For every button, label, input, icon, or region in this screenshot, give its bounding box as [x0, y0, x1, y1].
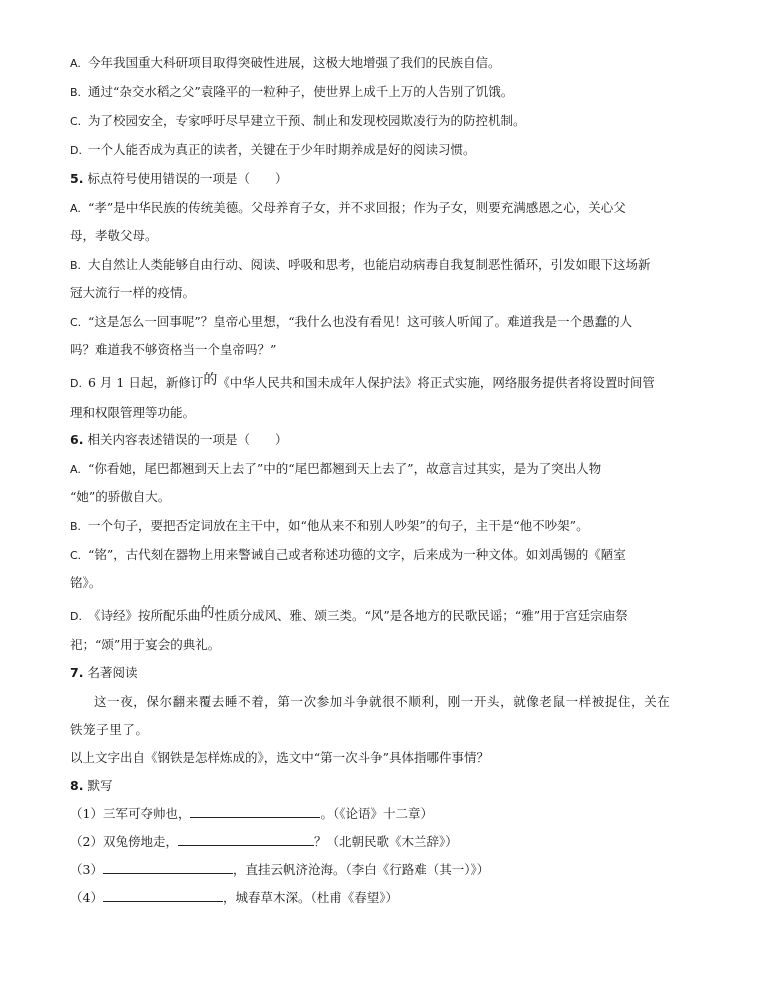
question-8-heading — [70, 777, 710, 794]
q5-option-b — [70, 256, 710, 274]
question-7-heading — [70, 664, 710, 681]
q5-option-a — [70, 199, 710, 217]
q8-item-4 — [70, 889, 710, 906]
option-letter: C. — [70, 115, 82, 128]
q7-passage-line-1: 这一夜，保尔翻来覆去睡不着，第一次参加斗争就很不顺利，刚一开头，就像老鼠一样被捉住，关在 — [94, 694, 671, 709]
q4-option-a — [70, 54, 710, 72]
q6-option-c — [70, 546, 710, 564]
q5-option-d-continued: 理和权限管理等功能。 — [70, 405, 196, 420]
option-text-post: 《中华人民共和国未成年人保护法》将正式实施，网络服务提供者将设置时间管 — [217, 375, 655, 390]
question-number: 5. — [70, 171, 84, 186]
option-letter: B. — [70, 86, 82, 99]
q5-option-c — [70, 313, 710, 331]
answer-blank[interactable] — [178, 833, 314, 846]
exam-page — [70, 54, 710, 905]
question-number: 6. — [70, 432, 84, 447]
q6-option-d — [70, 605, 710, 625]
option-text-pre: 《诗经》按所配乐曲 — [88, 608, 201, 623]
q4-option-d — [70, 141, 710, 159]
answer-blank[interactable] — [103, 889, 223, 902]
q4-option-c — [70, 112, 710, 130]
option-letter: D. — [70, 377, 82, 390]
option-letter: B. — [70, 259, 82, 272]
option-text-de: 的 — [200, 605, 215, 621]
option-text: “你看她，尾巴都翘到天上去了”中的“尾巴都翘到天上去了”，故意言过其实，是为了突出人物 — [88, 461, 602, 476]
option-text: 一个人能否成为真正的读者，关键在于少年时期养成是好的阅读习惯。 — [88, 142, 476, 157]
question-5-heading — [70, 170, 710, 187]
item-text-post: ？（北朝民歌《木兰辞》） — [313, 834, 458, 849]
q8-item-2 — [70, 833, 710, 850]
q6-option-c-continued: 铭》。 — [70, 575, 102, 590]
q5-option-d — [70, 372, 710, 392]
q4-option-b — [70, 83, 710, 101]
answer-blank[interactable] — [190, 805, 320, 818]
option-text: “孝”是中华民族的传统美德。父母养育子女，并不求回报；作为子女，则要充满感恩之心，关心父 — [88, 200, 626, 215]
option-letter: A. — [70, 202, 81, 215]
q8-item-1 — [70, 805, 710, 822]
option-text-post: 性质分成风、雅、颂三类。“风”是各地方的民歌民谣；“雅”用于宫廷宗庙祭 — [214, 608, 628, 623]
item-text-pre: （3） — [70, 862, 103, 877]
item-text-pre: （2）双兔傍地走， — [70, 834, 178, 849]
option-text: 一个句子，要把否定词放在主干中，如“他从来不和别人吵架”的句子，主干是“他不吵架”。 — [88, 518, 589, 533]
option-text: “这是怎么一回事呢”？皇帝心里想，“我什么也没有看见！这可骇人听闻了。难道我是一个愚蠢的人 — [88, 314, 633, 329]
option-letter: A. — [70, 463, 81, 476]
question-6-heading — [70, 431, 710, 448]
option-letter: B. — [70, 520, 82, 533]
q5-option-a-continued: 母，孝敬父母。 — [70, 228, 158, 243]
option-text-de: 的 — [203, 372, 218, 388]
item-text-pre: （4） — [70, 890, 103, 905]
option-letter: A. — [70, 57, 81, 70]
item-text-post: ，直挂云帆济沧海。（李白《行路难（其一）》） — [232, 862, 490, 877]
question-title: 相关内容表述错误的一项是（ ） — [87, 432, 288, 447]
question-title: 默写 — [87, 778, 113, 793]
option-text: “铭”，古代刻在器物上用来警诫自己或者称述功德的文字，后来成为一种文体。如刘禹锡的《陋室 — [88, 547, 626, 562]
option-text: 为了校园安全，专家呼吁尽早建立干预、制止和发现校园欺凌行为的防控机制。 — [88, 113, 526, 128]
q5-option-c-continued: 吗？难道我不够资格当一个皇帝吗？” — [70, 342, 277, 357]
item-text-post: ，城春草木深。（杜甫《春望》） — [222, 890, 398, 905]
option-text: 今年我国重大科研项目取得突破性进展，这极大地增强了我们的民族自信。 — [88, 55, 501, 70]
option-letter: C. — [70, 549, 82, 562]
option-letter: D. — [70, 610, 82, 623]
option-letter: D. — [70, 144, 82, 157]
question-number: 8. — [70, 778, 84, 793]
question-title: 名著阅读 — [87, 665, 138, 680]
option-text-pre: 6 月 1 日起，新修订 — [88, 375, 204, 390]
q6-option-a-continued: “她”的骄傲自大。 — [70, 489, 171, 504]
q6-option-a — [70, 460, 710, 478]
answer-blank[interactable] — [103, 861, 233, 874]
question-number: 7. — [70, 665, 84, 680]
option-text: 通过“杂交水稻之父”袁隆平的一粒种子，使世界上成千上万的人告别了饥饿。 — [88, 84, 514, 99]
q6-option-b — [70, 517, 710, 535]
item-text-pre: （1）三军可夺帅也， — [70, 806, 191, 821]
q7-passage-line-2: 铁笼子里了。 — [70, 722, 149, 737]
item-text-post: 。（《论语》十二章） — [320, 806, 433, 821]
q8-item-3 — [70, 861, 710, 878]
option-letter: C. — [70, 316, 82, 329]
q5-option-b-continued: 冠大流行一样的疫情。 — [70, 285, 196, 300]
q6-option-d-continued: 祀；“颂”用于宴会的典礼。 — [70, 637, 221, 652]
question-title: 标点符号使用错误的一项是（ ） — [87, 171, 288, 186]
option-text: 大自然让人类能够自由行动、阅读、呼吸和思考，也能启动病毒自我复制恶性循环，引发如眼下这场新 — [88, 257, 651, 272]
q7-question: 以上文字出自《钢铁是怎样炼成的》，选文中“第一次斗争”具体指哪件事情？ — [70, 750, 490, 765]
